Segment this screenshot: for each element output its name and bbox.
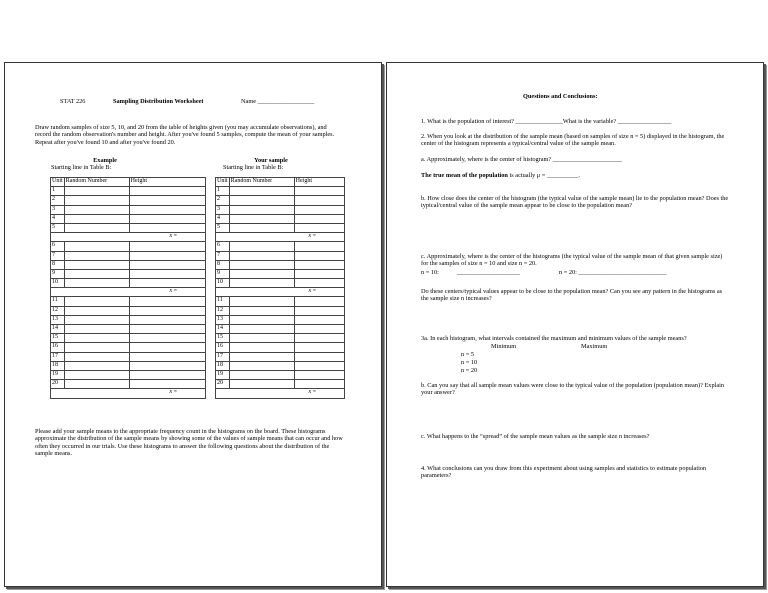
true-mean-rest: is actually μ = __________. [507, 172, 580, 179]
xbar-symbol: $\overline{x}$ [169, 389, 173, 396]
unit-cell: 2 [216, 196, 230, 205]
height-cell[interactable] [129, 251, 205, 260]
col-height: Height [294, 178, 344, 187]
unit-cell: 1 [51, 187, 65, 196]
height-cell[interactable] [129, 269, 205, 278]
unit-cell: 11 [51, 297, 65, 306]
xbar-equals: = [173, 288, 177, 295]
table-row [216, 343, 345, 352]
question-2c: c. Approximately, where is the center of the histograms (the typical value of the sample mean of that given sample size) for the samples of size n = 10 and size n = 20. [421, 253, 723, 268]
question-4: 4. What conclusions can you draw from this experiment about using samples and statistics to estimate population parameters? [421, 465, 707, 480]
questions-heading: Questions and Conclusions: [523, 93, 598, 100]
random-number-cell[interactable] [64, 380, 129, 389]
sample-mean-row [51, 233, 206, 242]
your-sample-table-body [216, 187, 345, 398]
unit-cell: 9 [51, 269, 65, 278]
table-row [216, 214, 345, 223]
height-cell[interactable] [129, 214, 205, 223]
height-cell[interactable] [294, 352, 344, 361]
unit-cell: 4 [216, 214, 230, 223]
n10-blank[interactable]: ____________________ [457, 269, 520, 276]
height-cell[interactable] [294, 334, 344, 343]
height-cell[interactable] [129, 187, 205, 196]
col-unit: Unit [51, 178, 65, 187]
table-row [51, 187, 206, 196]
unit-cell: 14 [51, 325, 65, 334]
question-2d: Do these centers/typical values appear to be close to the population mean? Can you see any pattern in the histograms as the sample size n increases? [421, 288, 723, 303]
xbar-symbol: $\overline{x}$ [308, 288, 312, 295]
table-row [51, 297, 206, 306]
table-row [51, 223, 206, 232]
unit-cell: 17 [51, 352, 65, 361]
unit-cell: 3 [51, 205, 65, 214]
table-row [51, 361, 206, 370]
unit-cell: 12 [216, 306, 230, 315]
table-row [216, 279, 345, 288]
sample-mean-row [216, 389, 345, 398]
maximum-label: Maximum [581, 343, 608, 350]
random-number-cell[interactable] [64, 269, 129, 278]
random-number-cell[interactable] [64, 242, 129, 251]
question-3a: 3a. In each histogram, what intervals contained the maximum and minimum values of the sample means? [421, 335, 687, 342]
table-row [51, 251, 206, 260]
table-row [216, 187, 345, 196]
unit-cell: 13 [51, 315, 65, 324]
random-number-cell[interactable] [64, 325, 129, 334]
height-cell[interactable] [294, 187, 344, 196]
table-row [216, 223, 345, 232]
sample-mean-cell[interactable] [216, 389, 345, 398]
unit-cell: 17 [216, 352, 230, 361]
table-row [51, 279, 206, 288]
height-cell[interactable] [129, 315, 205, 324]
table-row [51, 352, 206, 361]
question-2a: a. Approximately, where is the center of histogram? ______________________ [421, 156, 623, 163]
random-number-cell[interactable] [229, 205, 294, 214]
height-cell[interactable] [129, 325, 205, 334]
random-number-cell[interactable] [64, 279, 129, 288]
table-row [51, 380, 206, 389]
random-number-cell[interactable] [229, 343, 294, 352]
height-cell[interactable] [129, 361, 205, 370]
unit-cell: 15 [216, 334, 230, 343]
unit-cell: 5 [216, 223, 230, 232]
table-row [51, 315, 206, 324]
height-cell[interactable] [294, 242, 344, 251]
table-row [51, 196, 206, 205]
height-cell[interactable] [294, 325, 344, 334]
random-number-cell[interactable] [229, 260, 294, 269]
table-row [51, 269, 206, 278]
sample-mean-cell[interactable] [51, 389, 206, 398]
table-row [216, 352, 345, 361]
unit-cell: 18 [51, 361, 65, 370]
sample-mean-row [216, 233, 345, 242]
col-random-number: Random Number [229, 178, 294, 187]
random-number-cell[interactable] [229, 279, 294, 288]
sample-mean-cell[interactable] [216, 233, 345, 242]
random-number-cell[interactable] [64, 370, 129, 379]
height-cell[interactable] [129, 334, 205, 343]
table-row [216, 260, 345, 269]
height-cell[interactable] [294, 260, 344, 269]
random-number-cell[interactable] [229, 315, 294, 324]
unit-cell: 10 [216, 279, 230, 288]
col-height: Height [129, 178, 205, 187]
random-number-cell[interactable] [229, 223, 294, 232]
height-cell[interactable] [294, 370, 344, 379]
question-1: 1. What is the population of interest? _______________What is the variable? _________________ [421, 118, 672, 125]
unit-cell: 8 [216, 260, 230, 269]
unit-cell: 6 [216, 242, 230, 251]
random-number-cell[interactable] [64, 334, 129, 343]
unit-cell: 7 [51, 251, 65, 260]
example-heading: Example [93, 157, 117, 164]
table-row [51, 242, 206, 251]
xbar-symbol: $\overline{x}$ [169, 288, 173, 295]
random-number-cell[interactable] [229, 370, 294, 379]
table-row [51, 325, 206, 334]
true-mean-line [421, 172, 580, 179]
height-cell[interactable] [129, 279, 205, 288]
height-cell[interactable] [129, 370, 205, 379]
random-number-cell[interactable] [64, 187, 129, 196]
name-field[interactable]: Name __________________ [241, 98, 315, 105]
course-label: STAT 226 [60, 98, 86, 105]
table-header-row [51, 178, 206, 187]
height-cell[interactable] [129, 297, 205, 306]
table-row [51, 214, 206, 223]
table-row [216, 196, 345, 205]
height-cell[interactable] [294, 214, 344, 223]
height-cell[interactable] [294, 315, 344, 324]
minimum-label: Minimum [491, 343, 517, 350]
xbar-symbol: $\overline{x}$ [308, 233, 312, 240]
height-cell[interactable] [294, 343, 344, 352]
unit-cell: 20 [51, 380, 65, 389]
random-number-cell[interactable] [64, 205, 129, 214]
sample-mean-row [51, 389, 206, 398]
random-number-cell[interactable] [229, 325, 294, 334]
random-number-cell[interactable] [64, 315, 129, 324]
random-number-cell[interactable] [64, 297, 129, 306]
xbar-equals: = [173, 233, 177, 240]
xbar-symbol: $\overline{x}$ [308, 389, 312, 396]
table-row [216, 205, 345, 214]
random-number-cell[interactable] [229, 187, 294, 196]
unit-cell: 1 [216, 187, 230, 196]
true-mean-bold: The true mean of the population [421, 172, 508, 179]
footer-instructions: Please add your sample means to the appropriate frequency count in the histograms on the board. These histograms approximate the distribution of the sample means by showing some of the values of sample means that can occur and how often they occurred in our trials. Use these histograms to answer the following questions about the distribution of the sample means. [35, 428, 343, 458]
table-row [51, 334, 206, 343]
table-row [216, 334, 345, 343]
random-number-cell[interactable] [64, 352, 129, 361]
table-row [51, 306, 206, 315]
height-cell[interactable] [294, 279, 344, 288]
table-row [216, 325, 345, 334]
table-row [51, 260, 206, 269]
height-cell[interactable] [129, 242, 205, 251]
table-header-row [216, 178, 345, 187]
table-row [216, 269, 345, 278]
height-cell[interactable] [294, 269, 344, 278]
height-cell[interactable] [294, 205, 344, 214]
worksheet-title: Sampling Distribution Worksheet [113, 98, 204, 105]
table-row [216, 315, 345, 324]
height-cell[interactable] [129, 223, 205, 232]
xbar-equals: = [312, 288, 316, 295]
random-number-cell[interactable] [64, 306, 129, 315]
table-row [216, 370, 345, 379]
n20-field[interactable]: n = 20: ____________________________ [559, 269, 667, 276]
xbar-equals: = [312, 233, 316, 240]
your-sample-subheading: Starting line in Table B: [223, 164, 284, 171]
your-sample-heading: Your sample [254, 157, 288, 164]
unit-cell: 19 [216, 370, 230, 379]
unit-cell: 16 [51, 343, 65, 352]
n10-row: n = 10 [461, 359, 478, 366]
random-number-cell[interactable] [64, 260, 129, 269]
table-row [216, 380, 345, 389]
sample-mean-cell[interactable] [51, 233, 206, 242]
height-cell[interactable] [129, 260, 205, 269]
table-row [216, 251, 345, 260]
unit-cell: 10 [51, 279, 65, 288]
question-3b: b. Can you say that all sample mean values were close to the typical value of the population (population mean)? Explain your answer? [421, 382, 725, 397]
random-number-cell[interactable] [229, 361, 294, 370]
unit-cell: 9 [216, 269, 230, 278]
random-number-cell[interactable] [64, 196, 129, 205]
unit-cell: 14 [216, 325, 230, 334]
xbar-equals: = [312, 389, 316, 396]
sample-mean-cell[interactable] [51, 288, 206, 297]
table-row [51, 343, 206, 352]
table-row [51, 205, 206, 214]
random-number-cell[interactable] [64, 214, 129, 223]
question-3c: c. What happens to the “spread” of the sample mean values as the sample size n increases? [421, 433, 650, 440]
worksheet-page-left [4, 62, 382, 587]
random-number-cell[interactable] [229, 297, 294, 306]
height-cell[interactable] [129, 380, 205, 389]
random-number-cell[interactable] [229, 306, 294, 315]
unit-cell: 7 [216, 251, 230, 260]
height-cell[interactable] [294, 306, 344, 315]
unit-cell: 16 [216, 343, 230, 352]
unit-cell: 12 [51, 306, 65, 315]
random-number-cell[interactable] [64, 361, 129, 370]
table-row [51, 370, 206, 379]
height-cell[interactable] [129, 343, 205, 352]
table-row [216, 297, 345, 306]
example-subheading: Starting line in Table B: [51, 164, 112, 171]
height-cell[interactable] [129, 205, 205, 214]
random-number-cell[interactable] [229, 214, 294, 223]
unit-cell: 4 [51, 214, 65, 223]
random-number-cell[interactable] [229, 352, 294, 361]
unit-cell: 2 [51, 196, 65, 205]
n10-label: n = 10: [421, 269, 439, 276]
random-number-cell[interactable] [64, 343, 129, 352]
unit-cell: 8 [51, 260, 65, 269]
unit-cell: 20 [216, 380, 230, 389]
height-cell[interactable] [294, 380, 344, 389]
instructions: Draw random samples of size 5, 10, and 20 from the table of heights given (you may accumulate observations), and record the random observation's number and height. After you've found 5 samples, compute the mean of your samples. Repeat after you've found 10 and after you've found 20. [35, 124, 335, 146]
table-row [216, 361, 345, 370]
sample-mean-row [216, 288, 345, 297]
unit-cell: 5 [51, 223, 65, 232]
random-number-cell[interactable] [64, 251, 129, 260]
random-number-cell[interactable] [229, 251, 294, 260]
random-number-cell[interactable] [229, 196, 294, 205]
height-cell[interactable] [129, 352, 205, 361]
height-cell[interactable] [294, 196, 344, 205]
height-cell[interactable] [294, 251, 344, 260]
unit-cell: 11 [216, 297, 230, 306]
question-2: 2. When you look at the distribution of the sample mean (based on samples of size n = 5) displayed in the histogram, the center of the histogram represents a typical/central value of the sample mean. [421, 133, 725, 148]
col-unit: Unit [216, 178, 230, 187]
height-cell[interactable] [129, 196, 205, 205]
random-number-cell[interactable] [229, 334, 294, 343]
xbar-symbol: $\overline{x}$ [169, 233, 173, 240]
unit-cell: 13 [216, 315, 230, 324]
table-row [216, 306, 345, 315]
random-number-cell[interactable] [229, 269, 294, 278]
n20-row: n = 20 [461, 367, 478, 374]
unit-cell: 6 [51, 242, 65, 251]
n5-row: n = 5 [461, 351, 474, 358]
random-number-cell[interactable] [64, 223, 129, 232]
table-row [216, 242, 345, 251]
random-number-cell[interactable] [229, 380, 294, 389]
height-cell[interactable] [294, 223, 344, 232]
height-cell[interactable] [294, 297, 344, 306]
unit-cell: 3 [216, 205, 230, 214]
example-table [50, 177, 206, 399]
unit-cell: 15 [51, 334, 65, 343]
random-number-cell[interactable] [229, 242, 294, 251]
sample-mean-cell[interactable] [216, 288, 345, 297]
height-cell[interactable] [294, 361, 344, 370]
height-cell[interactable] [129, 306, 205, 315]
col-random-number: Random Number [64, 178, 129, 187]
example-table-body [51, 187, 206, 398]
worksheet-page-right [386, 62, 764, 587]
unit-cell: 18 [216, 361, 230, 370]
xbar-equals: = [173, 389, 177, 396]
sample-mean-row [51, 288, 206, 297]
unit-cell: 19 [51, 370, 65, 379]
question-2b: b. How close does the center of the histogram (the typical value of the sample mean) lie to the population mean? Does the typical/central value of the sample mean appear to be close to the population mean? [421, 195, 729, 210]
your-sample-table [215, 177, 345, 399]
